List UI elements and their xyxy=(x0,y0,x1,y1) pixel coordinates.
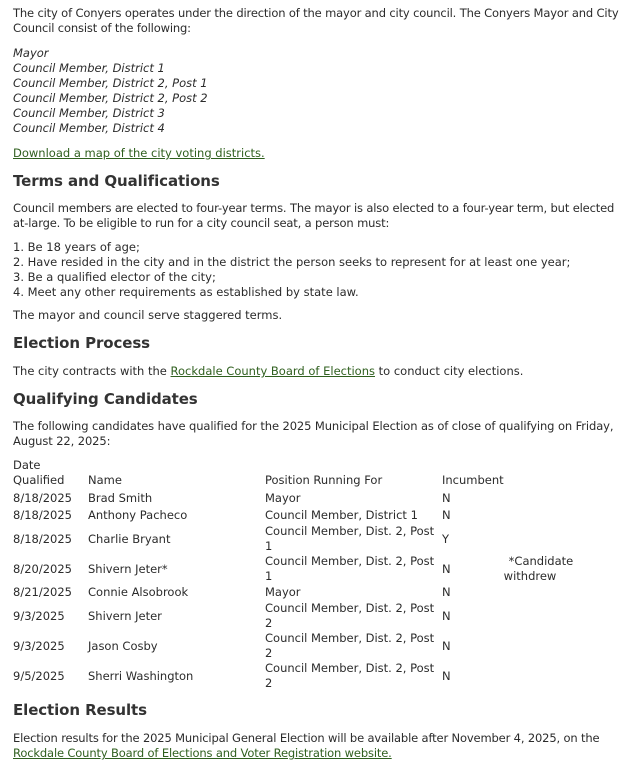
cell-name: Anthony Pacheco xyxy=(88,508,188,522)
voter-registration-link[interactable]: Rockdale County Board of Elections and Voter Registration website. xyxy=(13,746,392,760)
cell-position: Mayor xyxy=(265,491,301,505)
cell-note xyxy=(504,584,614,601)
requirement-item: 4. Meet any other requirements as established by state law. xyxy=(13,285,359,299)
cell-position: Council Member, Dist. 2, Post 2 xyxy=(265,631,435,660)
table-row xyxy=(13,524,614,554)
cell-incumbent: N xyxy=(442,585,451,599)
cell-name: Sherri Washington xyxy=(88,668,194,683)
role-item: Council Member, District 2, Post 1 xyxy=(13,76,208,90)
cell-note xyxy=(504,601,614,631)
cell-note xyxy=(504,631,614,661)
cell-date: 9/3/2025 xyxy=(13,608,65,623)
election-process-heading: Election Process xyxy=(13,334,150,352)
cell-position: Council Member, Dist. 2, Post 1 xyxy=(265,524,435,553)
cell-date: 8/20/2025 xyxy=(13,561,72,576)
role-item: Council Member, District 1 xyxy=(13,61,165,75)
cell-incumbent: N xyxy=(442,668,451,683)
table-header-row xyxy=(13,458,614,490)
cell-note xyxy=(504,661,614,691)
cell-date: 8/18/2025 xyxy=(13,491,72,505)
role-item: Council Member, District 4 xyxy=(13,121,165,135)
election-process-text xyxy=(13,364,629,379)
cell-position: Mayor xyxy=(265,585,301,599)
cell-note: *Candidate withdrew xyxy=(503,554,574,583)
terms-text: Council members are elected to four-year terms. The mayor is also elected to a four-year term, but elected at-large. To be eligible to run for a city council seat, a person must: xyxy=(13,201,615,230)
cell-name: Connie Alsobrook xyxy=(88,585,189,599)
header-note xyxy=(504,458,614,490)
table-row xyxy=(13,661,614,691)
table-row xyxy=(13,584,614,601)
role-item: Mayor xyxy=(13,46,49,60)
staggered-terms-text: The mayor and council serve staggered terms. xyxy=(13,308,283,322)
cell-position: Council Member, Dist. 2, Post 1 xyxy=(265,554,435,583)
cell-incumbent: N xyxy=(442,638,451,653)
cell-incumbent: N xyxy=(442,561,451,576)
cell-note xyxy=(504,490,614,507)
cell-position: Council Member, Dist. 2, Post 2 xyxy=(265,661,435,690)
cell-date: 9/3/2025 xyxy=(13,638,65,653)
role-item: Council Member, District 3 xyxy=(13,106,165,120)
cell-name: Brad Smith xyxy=(88,491,153,505)
cell-name: Shivern Jeter xyxy=(88,608,162,623)
cell-date: 8/18/2025 xyxy=(13,531,72,546)
cell-name: Shivern Jeter* xyxy=(88,561,168,576)
cell-note xyxy=(504,524,614,554)
candidates-table xyxy=(13,458,614,691)
intro-text: The city of Conyers operates under the direction of the mayor and city council. The Conyers Mayor and City Council consist of the following: xyxy=(13,6,619,35)
requirement-item: 3. Be a qualified elector of the city; xyxy=(13,270,216,284)
cell-name: Jason Cosby xyxy=(88,638,158,653)
table-row xyxy=(13,490,614,507)
header-date-qualified: Date Qualified xyxy=(13,458,65,487)
table-row xyxy=(13,554,614,584)
header-incumbent: Incumbent xyxy=(442,473,504,487)
cell-note xyxy=(504,507,614,524)
cell-position: Council Member, District 1 xyxy=(265,508,418,522)
process-text-after: to conduct city elections. xyxy=(374,364,524,378)
requirement-item: 1. Be 18 years of age; xyxy=(13,240,140,254)
cell-incumbent: N xyxy=(442,491,451,505)
table-row xyxy=(13,507,614,524)
cell-position: Council Member, Dist. 2, Post 2 xyxy=(265,601,435,630)
voting-districts-map-link[interactable]: Download a map of the city voting districts. xyxy=(13,146,265,160)
cell-date: 8/21/2025 xyxy=(13,585,72,599)
cell-incumbent: N xyxy=(442,508,451,522)
process-text-before: The city contracts with the xyxy=(13,364,171,378)
role-item: Council Member, District 2, Post 2 xyxy=(13,91,208,105)
qualifying-text: The following candidates have qualified for the 2025 Municipal Election as of close of qualifying on Friday, August 22, 2025: xyxy=(13,419,614,448)
table-row xyxy=(13,601,614,631)
terms-heading: Terms and Qualifications xyxy=(13,172,220,190)
results-text-before: Election results for the 2025 Municipal General Election will be available after November 4, 2025, on the xyxy=(13,731,600,745)
cell-date: 8/18/2025 xyxy=(13,508,72,522)
cell-date: 9/5/2025 xyxy=(13,668,65,683)
cell-name: Charlie Bryant xyxy=(88,531,171,546)
qualifying-candidates-heading: Qualifying Candidates xyxy=(13,390,198,408)
table-row xyxy=(13,631,614,661)
council-roles-list xyxy=(13,46,629,136)
board-of-elections-link[interactable]: Rockdale County Board of Elections xyxy=(170,364,375,378)
requirement-item: 2. Have resided in the city and in the district the person seeks to represent for at least one year; xyxy=(13,255,571,269)
cell-incumbent: Y xyxy=(442,531,450,546)
election-results-heading: Election Results xyxy=(13,701,147,719)
election-results-text xyxy=(13,731,629,761)
header-position: Position Running For xyxy=(265,473,383,487)
cell-incumbent: N xyxy=(442,608,451,623)
requirements-list xyxy=(13,240,629,300)
header-name: Name xyxy=(88,473,122,487)
